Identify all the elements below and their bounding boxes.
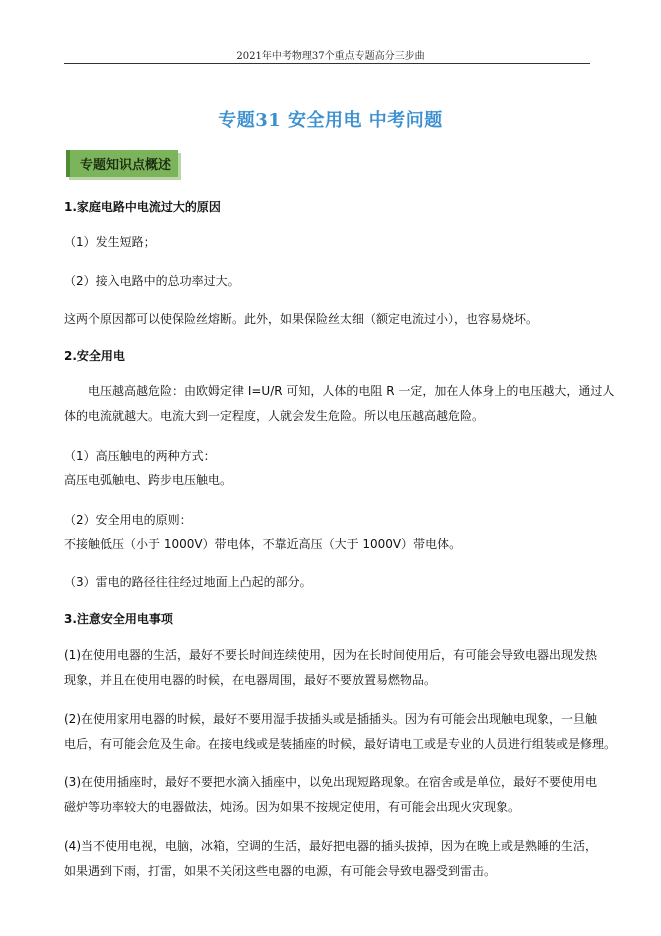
section-heading-3: 3.注意安全用电事项 — [64, 612, 173, 626]
paragraph-line: (3)在使用插座时，最好不要把水滴入插座中，以免出现短路现象。在宿舍或是单位，最好不要使用电 — [64, 775, 598, 789]
section-heading-1: 1.家庭电路中电流过大的原因 — [64, 200, 221, 214]
paragraph-line: 体的电流就越大。电流大到一定程度，人就会发生危险。所以电压越高越危险。 — [64, 409, 485, 423]
section-badge-label: 专题知识点概述 — [80, 158, 172, 173]
paragraph-line: （2）接入电路中的总功率过大。 — [64, 274, 240, 288]
paragraph-line: （1）发生短路； — [64, 235, 156, 249]
paragraph-line: (4)当不使用电视，电脑，冰箱，空调的生活，最好把电器的插头拔掉，因为在晚上或是熟睡的生活， — [64, 839, 598, 853]
page-title: 专题31 安全用电 中考问题 — [218, 110, 443, 131]
paragraph-line: 电压越高越危险：由欧姆定律 I=U/R 可知，人体的电阻 R 一定，加在人体身上的电压越大，通过人 — [88, 384, 615, 398]
paragraph-line: (1)在使用电器的生活，最好不要长时间连续使用，因为在长时间使用后，有可能会导致电器出现发热 — [64, 648, 598, 662]
paragraph-line: （2）安全用电的原则： — [64, 513, 192, 527]
paragraph-line: 现象，并且在使用电器的时候，在电器周围，最好不要放置易燃物品。 — [64, 673, 437, 687]
header-divider — [64, 63, 590, 64]
paragraph-line: (2)在使用家用电器的时候，最好不要用湿手拔插头或是插插头。因为有可能会出现触电现象，一旦触 — [64, 712, 598, 726]
paragraph-line: （1）高压触电的两种方式： — [64, 449, 216, 463]
paragraph-line: 不接触低压（小于 1000V）带电体，不靠近高压（大于 1000V）带电体。 — [64, 537, 462, 551]
paragraph-line: 这两个原因都可以使保险丝熔断。此外，如果保险丝太细（额定电流过小），也容易烧坏。 — [64, 312, 539, 326]
section-badge — [66, 150, 178, 177]
header-text: 2021年中考物理37个重点专题高分三步曲 — [236, 51, 425, 62]
paragraph-line: 高压电弧触电、跨步电压触电。 — [64, 473, 233, 487]
paragraph-line: 如果遇到下雨，打雷，如果不关闭这些电器的电源，有可能会导致电器受到雷击。 — [64, 864, 497, 878]
paragraph-line: 磁炉等功率较大的电器做法，炖汤。因为如果不按规定使用，有可能会出现火灾现象。 — [64, 800, 521, 814]
paragraph-line: （3）雷电的路径往往经过地面上凸起的部分。 — [64, 575, 312, 589]
section-heading-2: 2.安全用电 — [64, 349, 125, 363]
paragraph-line: 电后，有可能会危及生命。在接电线或是装插座的时候，最好请电工或是专业的人员进行组装或是修理。 — [64, 737, 617, 751]
